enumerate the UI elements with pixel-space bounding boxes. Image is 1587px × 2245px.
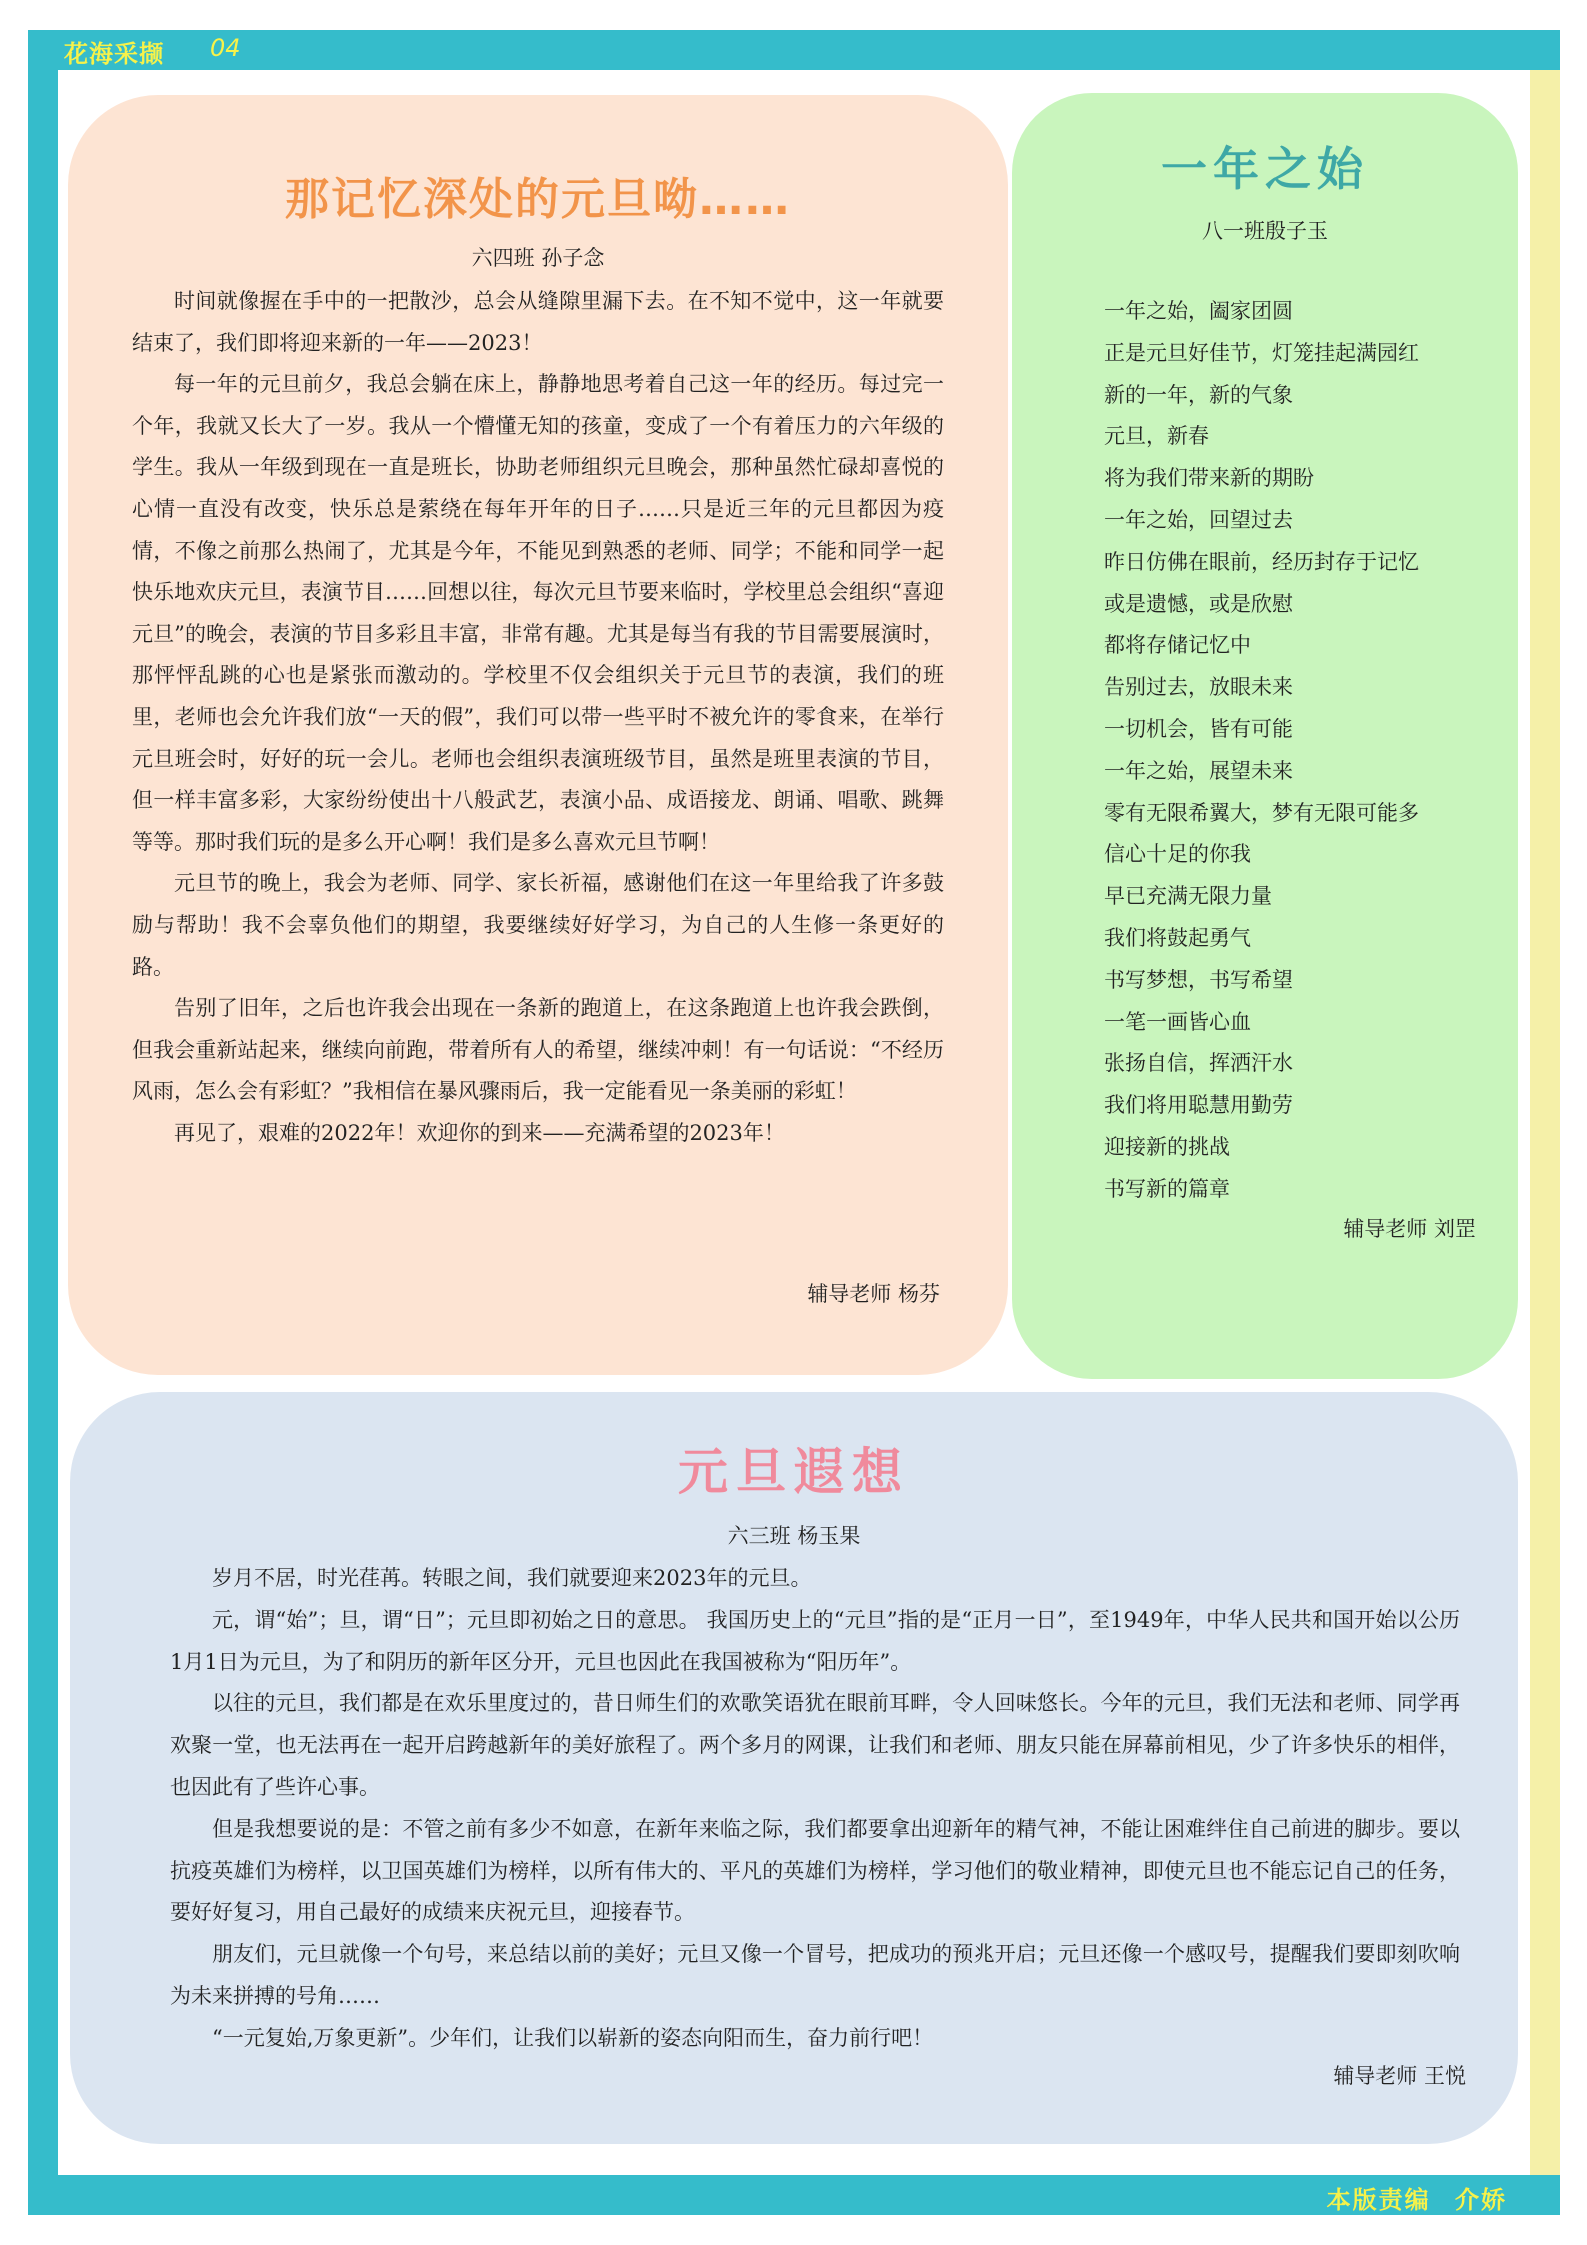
- poem-line: 零有无限希翼大，梦有无限可能多: [1104, 800, 1419, 825]
- frame-right-bar: [1530, 70, 1560, 2175]
- poem-line: 书写梦想，书写希望: [1104, 967, 1293, 992]
- poem-line: 早已充满无限力量: [1104, 884, 1272, 909]
- paragraph: 元旦节的晚上，我会为老师、同学、家长祈福，感谢他们在这一年里给我了许多鼓励与帮助！我不会辜负他们的期望，我要继续好好学习，为自己的人生修一条更好的路。: [132, 871, 944, 979]
- poem-line: 将为我们带来新的期盼: [1104, 466, 1314, 491]
- article-1-body: [132, 281, 944, 1154]
- poem-line: 一年之始，展望未来: [1104, 758, 1293, 783]
- poem-line: 一年之始，回望过去: [1104, 507, 1293, 532]
- poem-line: 都将存储记忆中: [1104, 633, 1251, 658]
- article-3-body: [170, 1558, 1460, 2060]
- paragraph: 岁月不居，时光荏苒。转眼之间，我们就要迎来2023年的元旦。: [212, 1566, 812, 1590]
- article-2-byline: 八一班殷子玉: [1202, 219, 1328, 243]
- poem-line: 信心十足的你我: [1104, 842, 1251, 867]
- article-panel-3: [70, 1392, 1518, 2144]
- paragraph: 每一年的元旦前夕，我总会躺在床上，静静地思考着自己这一年的经历。每过完一个年，我就又长大了一岁。我从一个懵懂无知的孩童，变成了一个有着压力的六年级的学生。我从一年级到现在一直是班长，协助老师组织元旦晚会，那种虽然忙碌却喜悦的心情一直没有改变，快乐总是萦绕在每年开年的日子……只是近三年的元旦都因为疫情，不像之前那么热闹了，尤其是今年，不能见到熟悉的老师、同学；不能和同学一起快乐地欢庆元旦，表演节目……回想以往，每次元旦节要来临时，学校里总会组织“喜迎元旦”的晚会，表演的节目多彩且丰富，非常有趣。尤其是每当有我的节目需要展演时，那怦怦乱跳的心也是紧张而激动的。学校里不仅会组织关于元旦节的表演，我们的班里，老师也会允许我们放“一天的假”，我们可以带一些平时不被允许的零食来，在举行元旦班会时，好好的玩一会儿。老师也会组织表演班级节目，虽然是班里表演的节目，但一样丰富多彩，大家纷纷使出十八般武艺，表演小品、成语接龙、朗诵、唱歌、跳舞等等。那时我们玩的是多么开心啊！我们是多么喜欢元旦节啊！: [132, 372, 944, 854]
- poem-line: 我们将用聪慧用勤劳: [1104, 1093, 1293, 1118]
- article-2-title: 一年之始: [1161, 142, 1369, 196]
- paragraph: 朋友们，元旦就像一个句号，来总结以前的美好；元旦又像一个冒号，把成功的预兆开启；元旦还像一个感叹号，提醒我们要即刻吹响为未来拼搏的号角……: [170, 1942, 1460, 2008]
- poem-line: 昨日仿佛在眼前，经历封存于记忆: [1104, 549, 1419, 574]
- poem-line: 迎接新的挑战: [1104, 1134, 1230, 1159]
- article-3-teacher: 辅导老师 王悦: [1333, 2064, 1466, 2088]
- paragraph: “一元复始,万象更新”。少年们，让我们以崭新的姿态向阳而生，奋力前行吧！: [212, 2025, 934, 2050]
- poem-line: 元旦，新春: [1104, 424, 1209, 449]
- poem-line: 新的一年，新的气象: [1104, 382, 1293, 407]
- article-3-byline: 六三班 杨玉果: [727, 1524, 861, 1548]
- poem-line: 一笔一画皆心血: [1104, 1009, 1251, 1034]
- article-1-byline: 六四班 孙子念: [471, 246, 605, 270]
- poem-line: 或是遗憾，或是欣慰: [1104, 591, 1293, 616]
- section-title: 花海采撷: [64, 40, 164, 68]
- page-number: 04: [210, 34, 241, 62]
- article-panel-2: [1012, 93, 1518, 1379]
- poem-line: 书写新的篇章: [1104, 1176, 1230, 1201]
- article-3-title: 元旦遐想: [678, 1442, 910, 1501]
- editor-label: 本版责编: [1326, 2186, 1431, 2214]
- editor-name: 介娇: [1455, 2186, 1507, 2214]
- poem-body: [1104, 291, 1504, 1211]
- poem-line: 告别过去，放眼未来: [1104, 675, 1293, 700]
- paragraph: 告别了旧年，之后也许我会出现在一条新的跑道上，在这条跑道上也许我会跌倒，但我会重新站起来，继续向前跑，带着所有人的希望，继续冲刺！有一句话说：“不经历风雨，怎么会有彩虹？”我相信在暴风骤雨后，我一定能看见一条美丽的彩虹！: [132, 996, 944, 1104]
- paragraph: 元，谓“始”；旦，谓“日”；元旦即初始之日的意思。 我国历史上的“元旦”指的是“正月一日”，至1949年，中华人民共和国开始以公历1月1日为元旦，为了和阴历的新年区分开，元旦也因此在我国被称为“阳历年”。: [170, 1607, 1460, 1674]
- poem-line: 一切机会，皆有可能: [1104, 716, 1293, 741]
- article-1-title: 那记忆深处的元旦呦……: [285, 174, 791, 225]
- footer-editor: [1327, 2180, 1507, 2215]
- paragraph: 但是我想要说的是：不管之前有多少不如意，在新年来临之际，我们都要拿出迎新年的精气神，不能让困难绊住自己前进的脚步。要以抗疫英雄们为榜样，以卫国英雄们为榜样，以所有伟大的、平凡的英雄们为榜样，学习他们的敬业精神，即使元旦也不能忘记自己的任务，要好好复习，用自己最好的成绩来庆祝元旦，迎接春节。: [170, 1816, 1460, 1925]
- poem-line: 一年之始，阖家团圆: [1104, 299, 1293, 323]
- paragraph: 再见了，艰难的2022年！欢迎你的到来——充满希望的2023年！: [174, 1120, 785, 1145]
- article-2-teacher: 辅导老师 刘罡: [1343, 1217, 1476, 1241]
- poem-line: 我们将鼓起勇气: [1104, 925, 1251, 950]
- poem-line: 张扬自信，挥洒汗水: [1104, 1051, 1293, 1076]
- paragraph: 时间就像握在手中的一把散沙，总会从缝隙里漏下去。在不知不觉中，这一年就要结束了，我们即将迎来新的一年——2023！: [132, 289, 944, 355]
- header-bar: [28, 30, 1560, 70]
- paragraph: 以往的元旦，我们都是在欢乐里度过的，昔日师生们的欢歌笑语犹在眼前耳畔，令人回味悠长。今年的元旦，我们无法和老师、同学再欢聚一堂，也无法再在一起开启跨越新年的美好旅程了。两个多月的网课，让我们和老师、朋友只能在屏幕前相见，少了许多快乐的相伴，也因此有了些许心事。: [170, 1691, 1460, 1799]
- article-panel-1: [68, 95, 1008, 1375]
- poem-line: 正是元旦好佳节，灯笼挂起满园红: [1104, 340, 1419, 365]
- frame-left-bar: [28, 30, 58, 2215]
- article-1-teacher: 辅导老师 杨芬: [807, 1282, 940, 1306]
